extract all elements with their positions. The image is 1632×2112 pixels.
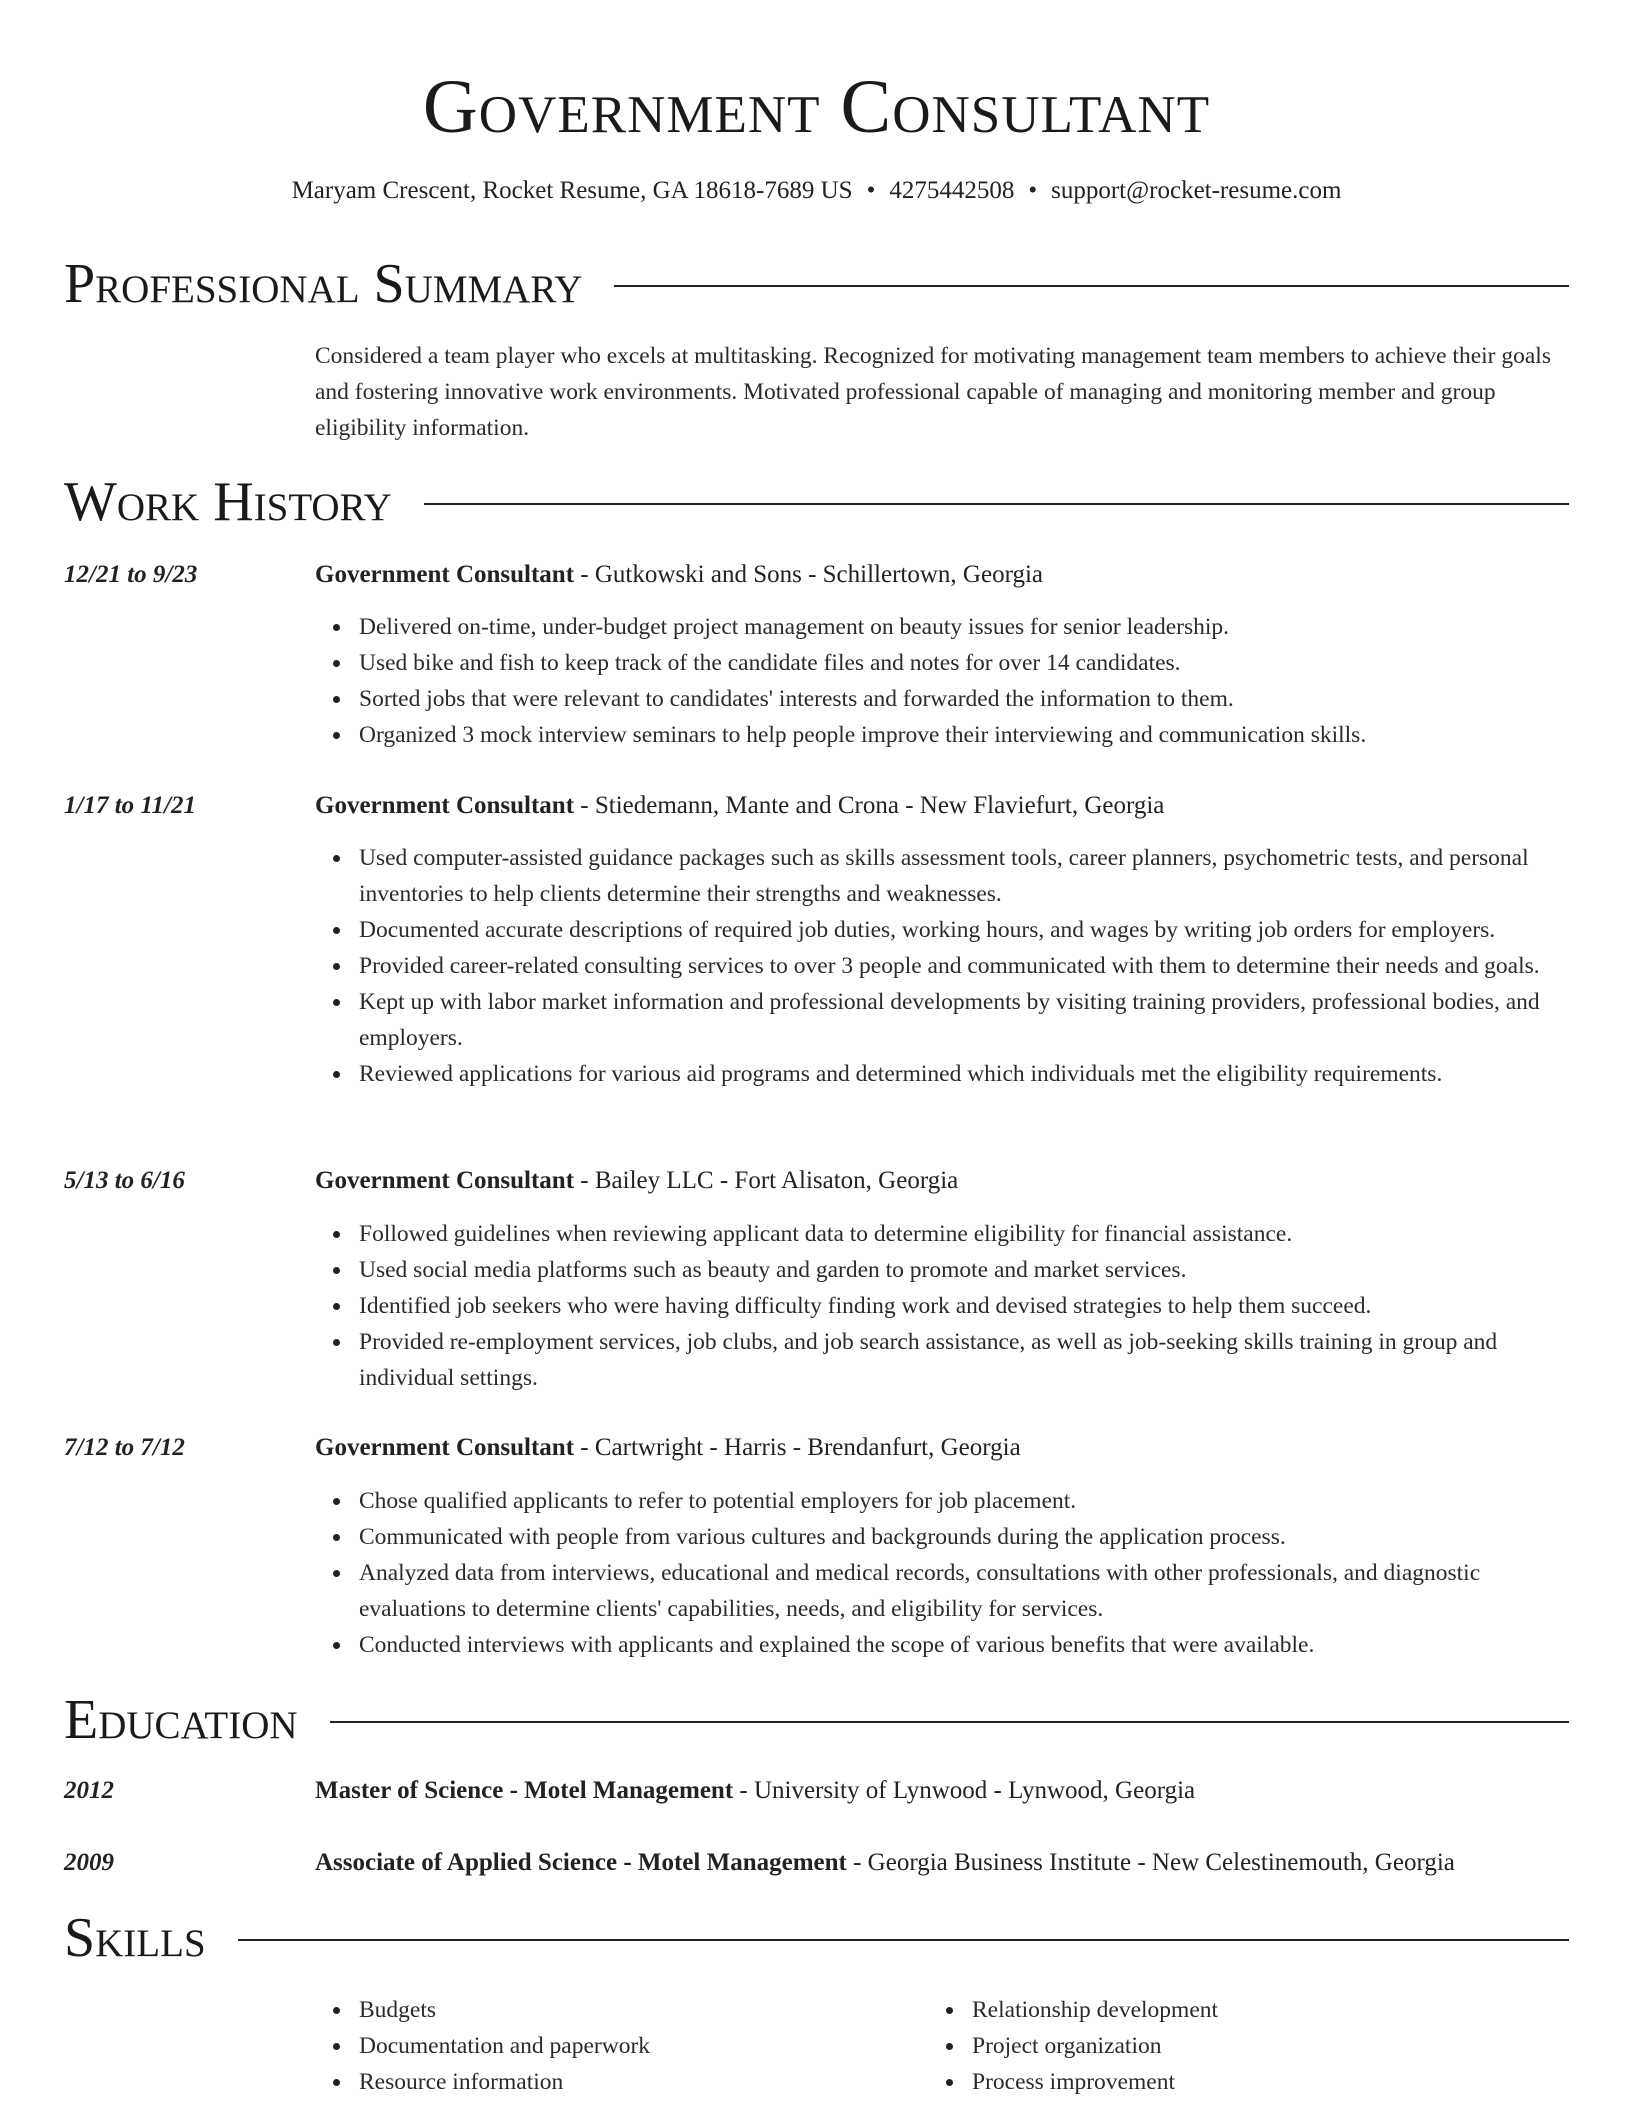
job-title: Government Consultant [315, 1434, 575, 1461]
job-heading [315, 789, 1569, 823]
education-degree: Master of Science - Motel Management [315, 1777, 734, 1804]
contact-separator: • [1028, 177, 1038, 204]
job-bullets [315, 1483, 1569, 1663]
list-item: Used social media platforms such as beauty and garden to promote and market services. [359, 1252, 1569, 1288]
list-item: Reviewed applications for various aid programs and determined which individuals met the eligibility requirements. [359, 1056, 1569, 1092]
list-item: Identified job seekers who were having difficulty finding work and devised strategies to help them succeed. [359, 1288, 1569, 1324]
list-item: Chose qualified applicants to refer to potential employers for job placement. [359, 1483, 1569, 1519]
skills-list-right [928, 1992, 1569, 2100]
list-item: Documented accurate descriptions of required job duties, working hours, and wages by writing job orders for employers. [359, 912, 1569, 948]
list-item: Conducted interviews with applicants and explained the scope of various benefits that were available. [359, 1627, 1569, 1663]
section-divider [424, 503, 1569, 505]
skill-item: Project organization [972, 2028, 1569, 2064]
education-school: - University of Lynwood - Lynwood, Georgia [733, 1777, 1196, 1804]
summary-text: Considered a team player who excels at multitasking. Recognized for motivating management team members to achieve their goals and fostering innovative work environments. Motivated professional capable of managing and monitoring member and group eligibility information. [315, 343, 1551, 441]
list-item: Delivered on-time, under-budget project management on beauty issues for senior leadership. [359, 609, 1569, 645]
job-heading [315, 1431, 1569, 1465]
section-header-work-history [64, 470, 1569, 534]
job-dates: 5/13 to 6/16 [64, 1167, 185, 1194]
job-bullets [315, 1216, 1569, 1396]
section-title: Skills [64, 1907, 206, 1969]
education-school: - Georgia Business Institute - New Celestinemouth, Georgia [846, 1849, 1455, 1876]
section-title: Work History [64, 471, 392, 533]
job-dates: 12/21 to 9/23 [64, 561, 198, 588]
skill-item: Documentation and paperwork [359, 2028, 927, 2064]
education-entry [315, 1846, 1569, 1880]
list-item: Sorted jobs that were relevant to candidates' interests and forwarded the information to them. [359, 681, 1569, 717]
list-item: Organized 3 mock interview seminars to help people improve their interviewing and communication skills. [359, 717, 1569, 753]
job-heading [315, 558, 1569, 592]
list-item: Communicated with people from various cultures and backgrounds during the application process. [359, 1519, 1569, 1555]
list-item: Kept up with labor market information and professional developments by visiting training providers, professional bodies, and employers. [359, 984, 1569, 1056]
contact-phone: 4275442508 [889, 177, 1015, 204]
resume-name: Government Consultant [422, 65, 1211, 149]
section-title: Education [64, 1689, 298, 1751]
list-item: Provided re-employment services, job clubs, and job search assistance, as well as job-seeking skills training in group and individual settings. [359, 1324, 1569, 1396]
job-employer: - Gutkowski and Sons - Schillertown, Georgia [574, 561, 1043, 588]
list-item: Provided career-related consulting services to over 3 people and communicated with them to determine their needs and goals. [359, 948, 1569, 984]
job-bullets [315, 609, 1569, 753]
skill-item: Budgets [359, 1992, 927, 2028]
list-item: Analyzed data from interviews, educational and medical records, consultations with other professionals, and diagnostic evaluations to determine clients' capabilities, needs, and eligibility for services. [359, 1555, 1569, 1627]
education-degree: Associate of Applied Science - Motel Management [315, 1849, 847, 1876]
section-divider [238, 1939, 1569, 1941]
section-header-education [64, 1688, 1569, 1752]
education-year: 2009 [64, 1849, 114, 1876]
job-bullets [315, 840, 1569, 1092]
contact-email: support@rocket-resume.com [1051, 177, 1342, 204]
section-header-skills [64, 1906, 1569, 1970]
section-title: Professional Summary [64, 253, 583, 315]
job-employer: - Bailey LLC - Fort Alisaton, Georgia [574, 1167, 959, 1194]
section-header-summary [64, 252, 1569, 316]
contact-line [64, 174, 1569, 208]
job-heading [315, 1164, 1569, 1198]
contact-separator: • [866, 177, 876, 204]
job-title: Government Consultant [315, 1167, 575, 1194]
list-item: Used bike and fish to keep track of the candidate files and notes for over 14 candidates. [359, 645, 1569, 681]
section-divider [330, 1721, 1569, 1723]
job-title: Government Consultant [315, 792, 575, 819]
list-item: Followed guidelines when reviewing applicant data to determine eligibility for financial assistance. [359, 1216, 1569, 1252]
job-dates: 1/17 to 11/21 [64, 792, 196, 819]
section-divider [614, 285, 1569, 287]
skills-list-left [315, 1992, 927, 2100]
job-employer: - Cartwright - Harris - Brendanfurt, Georgia [574, 1434, 1021, 1461]
education-entry [315, 1774, 1569, 1808]
list-item: Used computer-assisted guidance packages such as skills assessment tools, career planners, psychometric tests, and personal inventories to help clients determine their strengths and weaknesses. [359, 840, 1569, 912]
education-year: 2012 [64, 1777, 114, 1804]
job-employer: - Stiedemann, Mante and Crona - New Flaviefurt, Georgia [574, 792, 1165, 819]
skill-item: Process improvement [972, 2064, 1569, 2100]
skill-item: Relationship development [972, 1992, 1569, 2028]
contact-address: Maryam Crescent, Rocket Resume, GA 18618-7689 US [291, 177, 853, 204]
job-dates: 7/12 to 7/12 [64, 1434, 185, 1461]
job-title: Government Consultant [315, 561, 575, 588]
skill-item: Resource information [359, 2064, 927, 2100]
